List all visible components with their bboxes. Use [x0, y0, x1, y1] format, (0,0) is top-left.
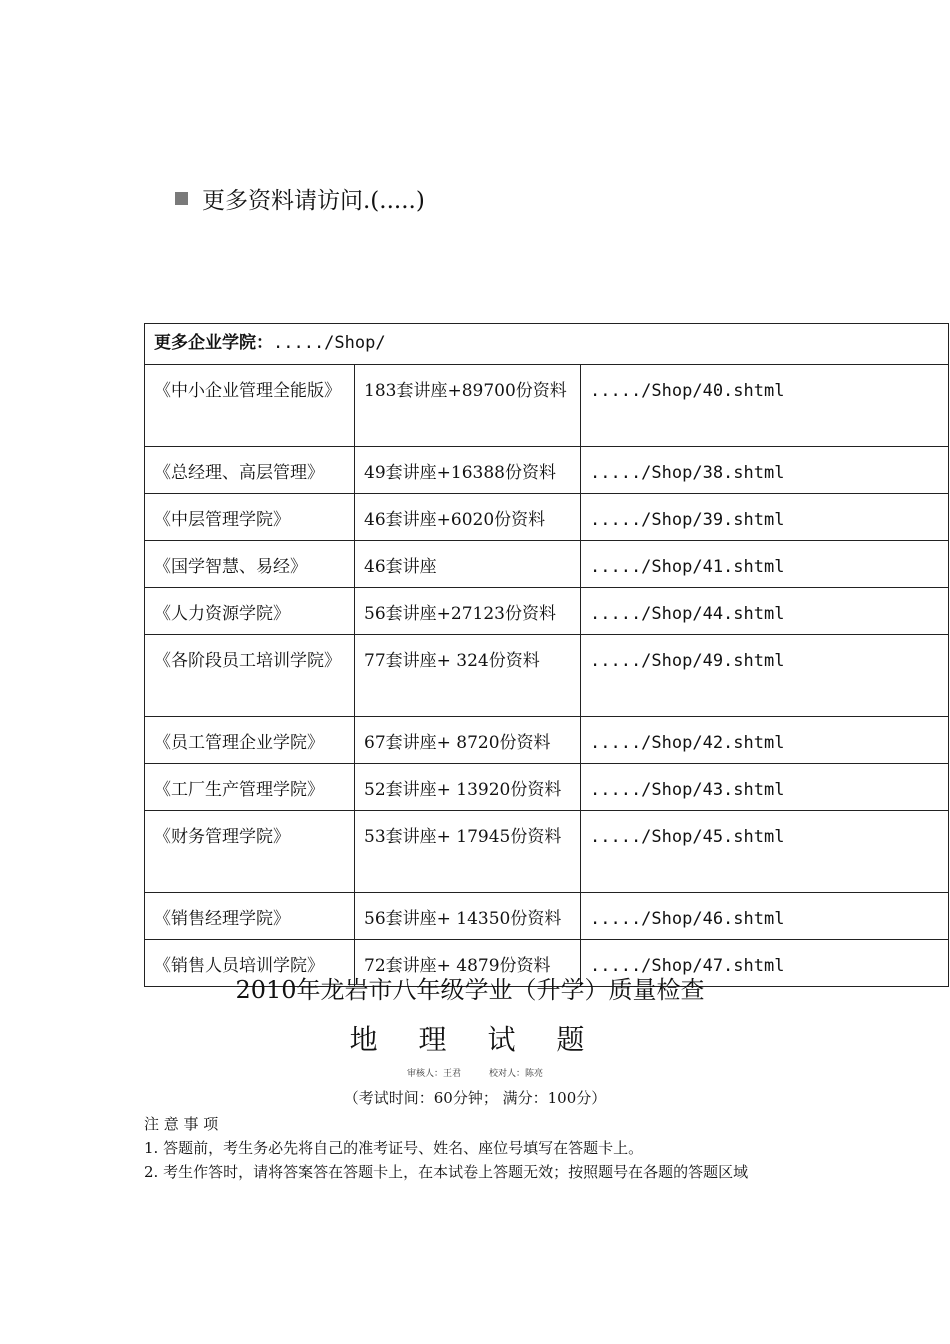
table-row — [145, 764, 949, 811]
course-url[interactable]: ...../Shop/41.shtml — [581, 541, 949, 588]
table-row — [145, 717, 949, 764]
course-name: 《财务管理学院》 — [145, 811, 355, 893]
exam-title-text: 2010年龙岩市八年级学业（升学）质量检查 — [235, 976, 705, 1004]
course-count: 49套讲座+16388份资料 — [355, 447, 581, 494]
course-url[interactable]: ...../Shop/40.shtml — [581, 365, 949, 447]
subject-title: 地 理 试 题 — [349, 1023, 601, 1056]
course-count: 183套讲座+89700份资料 — [355, 365, 581, 447]
table-row — [145, 893, 949, 940]
course-name: 《销售经理学院》 — [145, 893, 355, 940]
course-count: 46套讲座 — [355, 541, 581, 588]
course-url[interactable]: ...../Shop/39.shtml — [581, 494, 949, 541]
course-url[interactable]: ...../Shop/44.shtml — [581, 588, 949, 635]
course-count: 56套讲座+ 14350份资料 — [355, 893, 581, 940]
table-row — [145, 447, 949, 494]
table-row — [145, 588, 949, 635]
course-count: 72套讲座+ 4879份资料 — [355, 940, 581, 987]
course-url[interactable]: ...../Shop/38.shtml — [581, 447, 949, 494]
course-url[interactable]: ...../Shop/46.shtml — [581, 893, 949, 940]
course-count: 52套讲座+ 13920份资料 — [355, 764, 581, 811]
course-url[interactable]: ...../Shop/45.shtml — [581, 811, 949, 893]
note-item: 1. 答题前，考生务必先将自己的准考证号、姓名、座位号填写在答题卡上。 — [144, 1139, 644, 1157]
course-url[interactable]: ...../Shop/49.shtml — [581, 635, 949, 717]
course-name: 《销售人员培训学院》 — [145, 940, 355, 987]
course-name: 《员工管理企业学院》 — [145, 717, 355, 764]
course-name: 《总经理、高层管理》 — [145, 447, 355, 494]
table-header-label: 更多企业学院： — [154, 333, 273, 353]
table-row — [145, 365, 949, 447]
course-url[interactable]: ...../Shop/42.shtml — [581, 717, 949, 764]
course-count: 53套讲座+ 17945份资料 — [355, 811, 581, 893]
reviewers-line — [0, 1066, 950, 1079]
course-name: 《中小企业管理全能版》 — [145, 365, 355, 447]
course-name: 《人力资源学院》 — [145, 588, 355, 635]
course-name: 《各阶段员工培训学院》 — [145, 635, 355, 717]
course-name: 《中层管理学院》 — [145, 494, 355, 541]
course-count: 56套讲座+27123份资料 — [355, 588, 581, 635]
resource-notice-text: 更多资料请访问.(.....) — [202, 188, 425, 214]
table-header-url[interactable]: ...../Shop/ — [273, 333, 386, 353]
table-row — [145, 635, 949, 717]
course-url[interactable]: ...../Shop/47.shtml — [581, 940, 949, 987]
course-url[interactable]: ...../Shop/43.shtml — [581, 764, 949, 811]
table-row — [145, 541, 949, 588]
note-item: 2. 考生作答时，请将答案答在答题卡上，在本试卷上答题无效；按照题号在各题的答题区域 — [144, 1163, 749, 1181]
course-table — [144, 323, 949, 987]
resource-notice — [175, 182, 425, 215]
course-name: 《工厂生产管理学院》 — [145, 764, 355, 811]
table-header-row — [145, 324, 949, 365]
exam-info: （考试时间：60分钟； 满分：100分） — [343, 1089, 607, 1107]
table-row — [145, 811, 949, 893]
table-row — [145, 494, 949, 541]
notes-heading: 注 意 事 项 — [144, 1115, 219, 1133]
course-count: 46套讲座+6020份资料 — [355, 494, 581, 541]
square-bullet-icon — [175, 192, 188, 205]
course-count: 77套讲座+ 324份资料 — [355, 635, 581, 717]
exam-notes — [144, 1112, 824, 1184]
exam-title — [0, 970, 950, 1005]
table-header-cell — [145, 324, 949, 365]
proofreader: 校对人：陈亮 — [489, 1069, 544, 1079]
reviewer: 审核人：王君 — [406, 1069, 461, 1079]
course-name: 《国学智慧、易经》 — [145, 541, 355, 588]
course-count: 67套讲座+ 8720份资料 — [355, 717, 581, 764]
